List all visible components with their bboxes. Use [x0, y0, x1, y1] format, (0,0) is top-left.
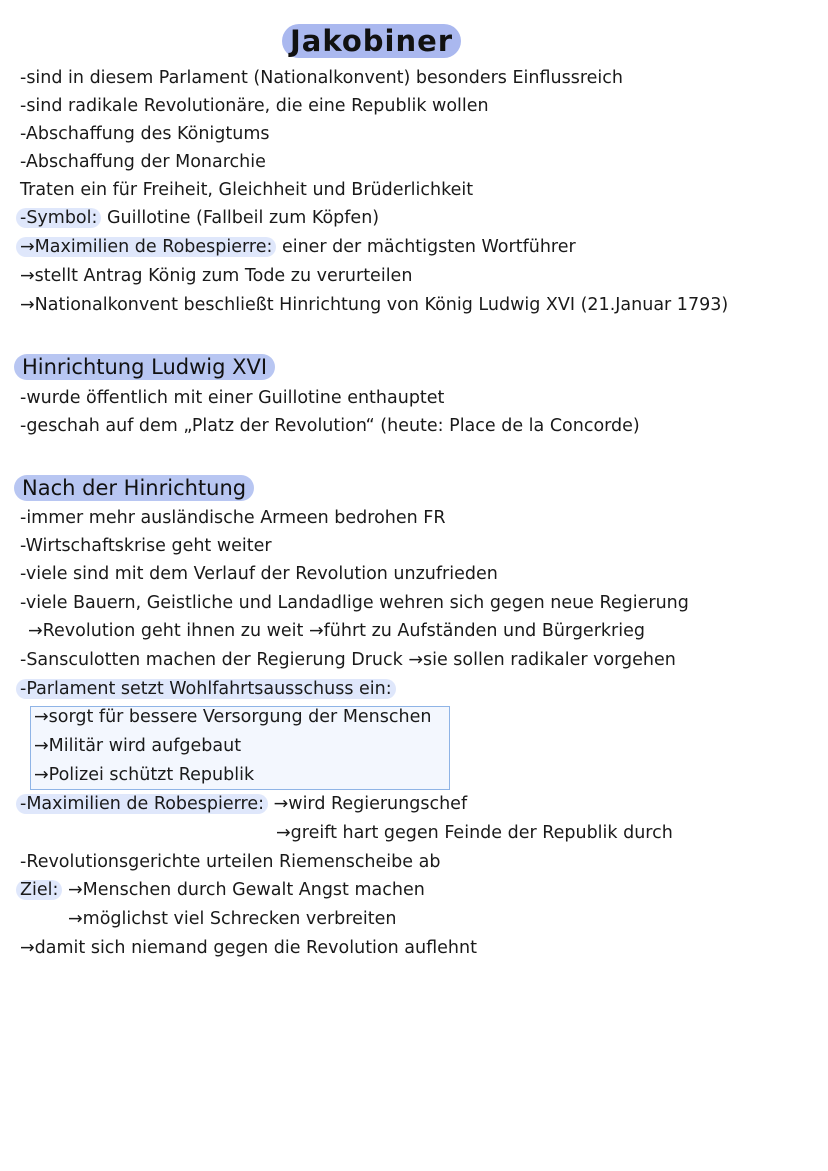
note-line: -immer mehr ausländische Armeen bedrohen FR	[20, 508, 446, 528]
note-line: -geschah auf dem „Platz der Revolution“ (heute: Place de la Concorde)	[20, 416, 640, 436]
robespierre-chef-label: -Maximilien de Robespierre:	[16, 794, 268, 814]
note-line: -Sansculotten machen der Regierung Druck →sie sollen radikaler vorgehen	[20, 650, 676, 670]
note-line: -sind radikale Revolutionäre, die eine Republik wollen	[20, 96, 489, 116]
page-title: Jakobiner	[282, 24, 461, 58]
note-line: -Abschaffung der Monarchie	[20, 152, 266, 172]
note-line: →stellt Antrag König zum Tode zu verurteilen	[20, 266, 413, 286]
robespierre-text: einer der mächtigsten Wortführer	[276, 237, 576, 257]
note-line: -Wirtschaftskrise geht weiter	[20, 536, 272, 556]
ziel-text: →Menschen durch Gewalt Angst machen	[62, 880, 425, 900]
box-item: →Polizei schützt Republik	[34, 765, 255, 785]
parlament-label: -Parlament setzt Wohlfahrtsausschuss ein:	[16, 679, 396, 699]
ziel-label: Ziel:	[16, 880, 62, 900]
note-line: -Abschaffung des Königtums	[20, 124, 270, 144]
note-line: -sind in diesem Parlament (Nationalkonvent) besonders Einflussreich	[20, 68, 623, 88]
symbol-label: -Symbol:	[16, 208, 101, 228]
section-heading-nach-hinrichtung: Nach der Hinrichtung	[14, 475, 254, 501]
note-line: →möglichst viel Schrecken verbreiten	[68, 909, 397, 929]
note-line: -viele sind mit dem Verlauf der Revolution unzufrieden	[20, 564, 498, 584]
note-line: -wurde öffentlich mit einer Guillotine enthauptet	[20, 388, 445, 408]
robespierre-line	[20, 235, 576, 259]
note-line: →damit sich niemand gegen die Revolution auflehnt	[20, 938, 477, 958]
robespierre-chef-text: →wird Regierungschef	[268, 794, 468, 814]
box-item: →sorgt für bessere Versorgung der Menschen	[34, 707, 432, 727]
robespierre-label: →Maximilien de Robespierre:	[16, 237, 276, 257]
parlament-line	[20, 677, 396, 701]
note-line: →Revolution geht ihnen zu weit →führt zu Aufständen und Bürgerkrieg	[28, 621, 645, 641]
note-line: →Nationalkonvent beschließt Hinrichtung von König Ludwig XVI (21.Januar 1793)	[20, 295, 729, 315]
note-line: -Revolutionsgerichte urteilen Riemenscheibe ab	[20, 852, 441, 872]
symbol-line	[20, 206, 379, 230]
robespierre-chef-line	[20, 792, 467, 816]
section-heading-hinrichtung: Hinrichtung Ludwig XVI	[14, 354, 275, 380]
note-line: →greift hart gegen Feinde der Republik durch	[276, 823, 673, 843]
note-line: Traten ein für Freiheit, Gleichheit und Brüderlichkeit	[20, 180, 474, 200]
box-item: →Militär wird aufgebaut	[34, 736, 242, 756]
ziel-line	[20, 878, 425, 902]
note-line: -viele Bauern, Geistliche und Landadlige wehren sich gegen neue Regierung	[20, 593, 689, 613]
symbol-text: Guillotine (Fallbeil zum Köpfen)	[101, 208, 380, 228]
